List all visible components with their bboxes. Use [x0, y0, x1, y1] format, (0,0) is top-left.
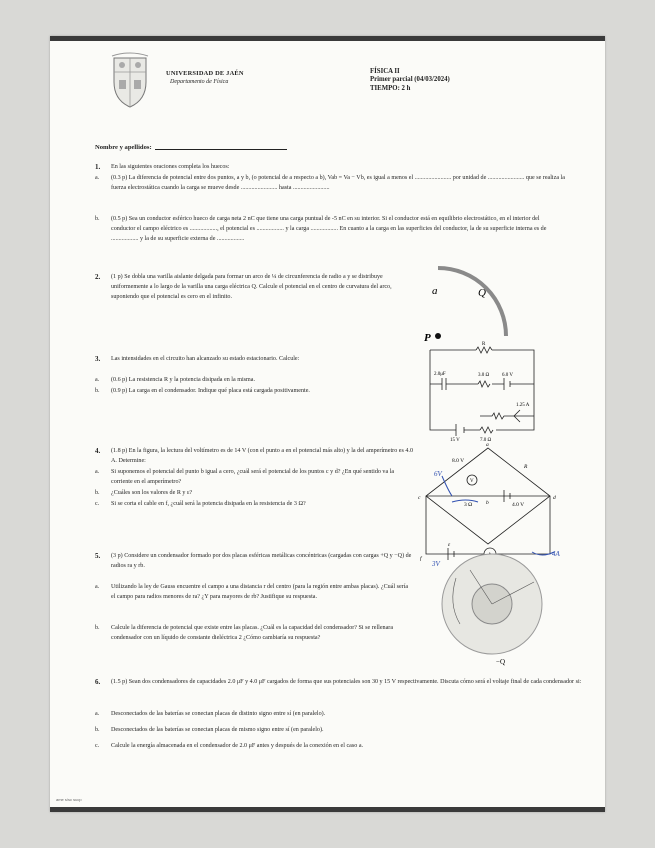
handwritten-3v: 3V — [432, 560, 440, 566]
item-text: (0.6 p) La resistencia R y la potencia disipada en la misma. — [111, 377, 256, 383]
handwritten-mark — [442, 476, 452, 496]
label-8v: 8.0 V — [452, 458, 465, 464]
course-title: FÍSICA II — [370, 68, 400, 75]
question-5b — [95, 623, 413, 643]
item-letter: a. — [95, 377, 100, 383]
question-number: 3. — [95, 355, 101, 363]
exam-page — [50, 36, 605, 812]
item-text: Calcule la energía almacenada en el condensador de 2.0 μF antes y después de la conexión en el caso a. — [111, 743, 364, 749]
question-number: 6. — [95, 678, 101, 686]
question-1a — [95, 173, 565, 193]
item-letter: a. — [95, 469, 100, 475]
resistor-r — [476, 347, 492, 353]
item-letter: c. — [95, 501, 100, 507]
question-3a — [95, 375, 405, 385]
question-5 — [95, 551, 413, 571]
item-letter: a. — [95, 175, 100, 181]
item-letter: b. — [95, 388, 100, 394]
question-5a — [95, 582, 413, 602]
label-r: R — [482, 342, 486, 347]
charged-arc — [438, 268, 506, 336]
point-p-label: P — [424, 332, 431, 342]
item-letter: a. — [95, 711, 100, 717]
exam-time: TIEMPO: 2 h — [370, 84, 411, 92]
question-2 — [95, 272, 395, 303]
question-text: (1.8 p) En la figura, la lectura del voltímetro es de 14 V (con el punto a en el potencial más alto) y la del amperímetro es 4.0 A. Determine: — [111, 448, 413, 465]
question-6a — [95, 709, 587, 719]
student-name-label: Nombre y apellidos: — [95, 144, 152, 151]
label-r3: 3.0 Ω — [478, 373, 490, 378]
department-name: Departamento de Física — [170, 79, 229, 85]
question-4c — [95, 499, 413, 509]
question-number: 1. — [95, 163, 101, 171]
label-c: c — [418, 495, 421, 501]
question-6b — [95, 725, 587, 735]
university-name: UNIVERSIDAD DE JAÉN — [166, 70, 244, 77]
arc-figure — [422, 262, 542, 342]
question-4 — [95, 446, 413, 466]
label-f: f — [420, 556, 422, 562]
label-v15: 15 V — [450, 438, 460, 442]
question-1 — [95, 162, 565, 172]
question-text: (1 p) Se dobla una varilla aislante delgada para formar un arco de ¼ de circunferencia de radio a y se distribuye uniformemente a lo largo de la varilla una carga eléctrica Q. Calcule el potencial en el centro de curvatura del arco, suponiendo que el potencial es cero en el infinito. — [111, 274, 392, 301]
circuit-figure-q3 — [416, 338, 546, 442]
question-number: 2. — [95, 273, 101, 281]
capacitor-2uf — [442, 378, 446, 390]
item-letter: b. — [95, 216, 100, 222]
item-text: ¿Cuáles son los valores de R y ε? — [111, 490, 193, 496]
student-name-field — [95, 144, 287, 151]
label-r7: 7.0 Ω — [480, 438, 492, 442]
student-name-line — [155, 149, 287, 150]
item-text: (0.3 p) La diferencia de potencial entre dos puntos, a y b, (o potencial de a respecto a b), Vab = Va − Vb, es igual a menos el ........................ por unidad de ........................ que se realiza la fuerza electrostática cuando la carga se mueve desde ........................ hasta ........................ — [111, 175, 565, 192]
question-text: (3 p) Considere un condensador formado por dos placas esféricas metálicas concéntricas (cargadas con cargas +Q y −Q) de radios ra y rb. — [111, 553, 412, 570]
charge-label: Q — [478, 287, 486, 299]
item-letter: b. — [95, 727, 100, 733]
question-text: En las siguientes oraciones completa los huecos: — [111, 164, 230, 170]
scan-edge-bottom — [50, 807, 605, 812]
label-current: 1.25 A — [516, 403, 530, 408]
question-6c — [95, 741, 587, 751]
exam-info — [370, 68, 450, 93]
item-text: Si suponemos el potencial del punto b igual a cero, ¿cuál será el potencial de los puntos c y d? ¿En qué sentido va la corriente en el amperímetro? — [111, 469, 395, 486]
item-letter: b. — [95, 625, 100, 631]
item-text: Desconectados de las baterías se conectan placas de mismo signo entre sí (en paralelo). — [111, 727, 324, 733]
question-3b — [95, 386, 405, 396]
scan-footer-text: ame s/sc sucp — [56, 797, 82, 802]
question-6 — [95, 677, 587, 687]
question-number: 5. — [95, 552, 101, 560]
question-text: (1.5 p) Sean dos condensadores de capacidades 2.0 μF y 4.0 μF cargados de forma que sus potenciales son 30 y 15 V respectivamente. Discuta cómo será el voltaje final de cada condensador si: — [111, 679, 582, 685]
spherical-capacitor-figure — [436, 548, 548, 668]
battery-15v — [456, 424, 464, 436]
item-text: Utilizando la ley de Gauss encuentre el campo a una distancia r del centro (para la región entre ambas placas). ¿Cuál sería el campo para radios menores de ra? ¿Y para mayores de rb? Justifique su respuesta. — [111, 584, 409, 601]
label-b: b — [486, 500, 489, 506]
scan-edge-top — [50, 36, 605, 41]
university-crest-icon — [108, 52, 152, 110]
handwritten-6v: 6V — [434, 470, 442, 478]
radius-label: a — [432, 285, 438, 297]
handwritten-annotations — [442, 476, 554, 555]
question-3 — [95, 354, 405, 364]
exam-title: Primer parcial (04/03/2024) — [370, 76, 450, 84]
question-1b — [95, 214, 565, 245]
label-4v: 4.0 V — [512, 502, 525, 508]
label-cap: 2.0μF — [434, 372, 446, 377]
exam-header — [108, 52, 548, 112]
item-text: Desconectados de las baterías se conectan placas de distinto signo entre sí (en paralelo). — [111, 711, 326, 717]
item-letter: c. — [95, 743, 100, 749]
resistor-3ohm — [478, 381, 490, 387]
item-text: Si se corta el cable en f, ¿cuál será la potencia disipada en la resistencia de 3 Ω? — [111, 501, 306, 507]
label-3ohm: 3 Ω — [464, 502, 473, 508]
lower-branch — [480, 413, 534, 419]
battery-6v — [504, 378, 510, 390]
question-4b — [95, 488, 413, 498]
question-text: Las intensidades en el circuito han alcanzado su estado estacionario. Calcule: — [111, 356, 300, 362]
label-r: R — [524, 464, 528, 470]
item-letter: a. — [95, 584, 100, 590]
label-v6: 6.0 V — [502, 373, 514, 378]
question-4a — [95, 467, 413, 487]
label-a: a — [486, 442, 489, 448]
label-d: d — [553, 495, 556, 501]
label-voltmeter: V — [470, 479, 474, 484]
item-letter: b. — [95, 490, 100, 496]
resistor-7ohm — [480, 427, 493, 433]
label-eps: ε — [448, 542, 451, 548]
minus-q-label: −Q — [496, 658, 506, 666]
question-number: 4. — [95, 447, 101, 455]
item-text: (0.9 p) La carga en el condensador. Indique qué placa está cargada positivamente. — [111, 388, 310, 394]
item-text: (0.5 p) Sea un conductor esférico hueco de carga neta 2 nC que tiene una carga puntual de -5 nC en su interior. Si el conductor está en equilibrio electrostático, en el interior del conductor el campo eléctrico es .................., el potencial es .................. y la carga .................. En cuanto a la carga en las superficies del conductor, la de su superficie interna es de .................. y la de su superficie externa de .................. — [111, 216, 547, 243]
handwritten-4a: 4A — [552, 550, 560, 558]
item-text: Calcule la diferencia de potencial que existe entre las placas. ¿Cuál es la capacidad del condensador? Si se rellenara condensador con un líquido de constante dieléctrica 2 ¿Cómo cambiaría su respuesta? — [111, 625, 394, 642]
